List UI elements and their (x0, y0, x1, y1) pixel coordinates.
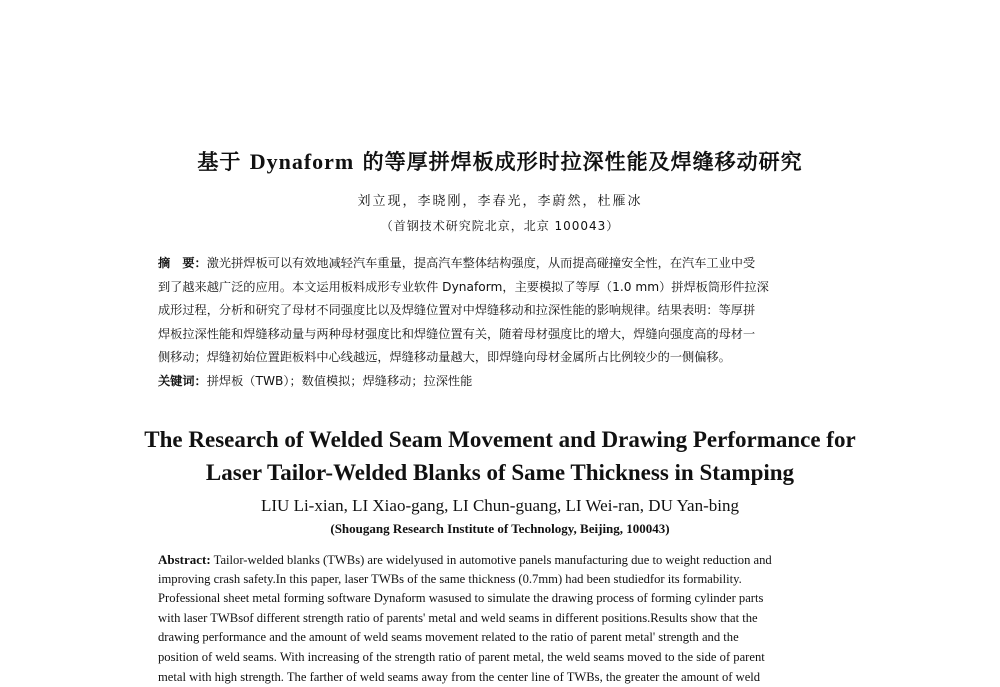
english-title (0, 423, 1000, 489)
chinese-authors: 刘立现，李晓刚，李春光，李蔚然，杜雁冰 (357, 194, 643, 209)
english-title-line: The Research of Welded Seam Movement and Drawing Performance for (144, 427, 856, 452)
chinese-keywords-label: 关键词： (158, 373, 207, 388)
english-authors: LIU Li-xian, LI Xiao-gang, LI Chun-guang, LI Wei-ran, DU Yan-bing (261, 496, 739, 515)
chinese-affiliation: （首钢技术研究院北京，北京 100043） (380, 219, 620, 233)
english-abstract-line: improving crash safety.In this paper, laser TWBs of the same thickness (0.7mm) had been studiedfor its formability. (158, 571, 742, 586)
english-abstract-line: with laser TWBsof different strength ratio of parents' metal and weld seams in different positions.Results show that the (158, 610, 758, 625)
english-abstract-line: position of weld seams. With increasing of the strength ratio of parent metal, the weld seams moved to the side of parent (158, 649, 765, 664)
english-abstract-line: Professional sheet metal forming software Dynaform wasused to simulate the drawing process of forming cylinder parts (158, 591, 764, 606)
chinese-title (0, 146, 1000, 176)
chinese-abstract-line: 侧移动；焊缝初始位置距板料中心线越远，焊缝移动量越大，即焊缝向母材金属所占比例较少的一侧偏移。 (158, 350, 731, 364)
english-affiliation: (Shougang Research Institute of Technology, Beijing, 100043) (330, 521, 670, 536)
chinese-keywords-text: 拼焊板（TWB）；数值模拟；焊缝移动；拉深性能 (206, 373, 473, 388)
chinese-abstract-line: 摘 要：激光拼焊板可以有效地减轻汽车重量，提高汽车整体结构强度，从而提高碰撞安全性，在汽车工业中受 (158, 256, 756, 270)
chinese-abstract-line: 到了越来越广泛的应用。本文运用板料成形专业软件 Dynaform，主要模拟了等厚（1.0 mm）拼焊板筒形件拉深 (158, 279, 769, 294)
english-abstract-line: metal with high strength. The farther of weld seams away from the center line of TWBs, the greater the amount of weld (158, 669, 761, 684)
chinese-abstract (158, 252, 858, 393)
chinese-abstract-line: 焊板拉深性能和焊缝移动量与两种母材强度比和焊缝位置有关，随着母材强度比的增大，焊缝向强度高的母材一 (158, 326, 756, 341)
chinese-abstract-label: 摘 要： (158, 256, 207, 270)
english-abstract-line: Abstract: Tailor-welded blanks (TWBs) are widelyused in automotive panels manufacturing due to weight reduction and (158, 552, 772, 567)
chinese-title-suffix: 的等厚拼焊板成形时拉深性能及焊缝移动研究 (354, 150, 803, 174)
chinese-abstract-line: 成形过程，分析和研究了母材不同强度比以及焊缝位置对中焊缝移动和拉深性能的影响规律。结果表明：等厚拼 (158, 303, 756, 317)
english-abstract (158, 550, 872, 687)
english-abstract-label: Abstract: (158, 552, 211, 567)
english-title-line: Laser Tailor-Welded Blanks of Same Thickness in Stamping (205, 460, 795, 485)
chinese-keywords (158, 370, 858, 394)
english-abstract-line: drawing performance and the amount of weld seams movement related to the ratio of parent metal' strength and the (158, 630, 739, 645)
chinese-title-software: Dynaform (249, 149, 355, 174)
chinese-title-prefix: 基于 (197, 150, 250, 174)
